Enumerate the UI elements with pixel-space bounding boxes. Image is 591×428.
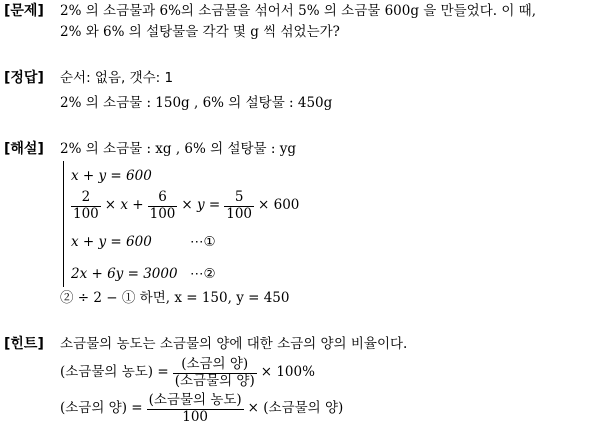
- system-2-mark-2: ⋯②: [190, 266, 216, 282]
- solution-line-1: 2% 의 소금물 : xg , 6% 의 설탕물 : yg: [60, 141, 296, 157]
- system-1-eq-1: x + y = 600: [71, 168, 152, 184]
- answer-line-2: 2% 의 소금물 : 150g , 6% 의 설탕물 : 450g: [60, 95, 333, 111]
- solution-tag: [해설]: [4, 141, 44, 157]
- hint-tag: [힌트]: [4, 336, 44, 352]
- system-2-eq-1: x + y = 600: [71, 234, 152, 250]
- system-2-eq-2: 2x + 6y = 3000: [71, 266, 178, 282]
- problem-line-2: 2% 와 6% 의 설탕물을 각각 몇 g 씩 섞었는가?: [60, 24, 340, 40]
- fraction-5-100: $\frac{5}{100}$: [226, 189, 253, 222]
- hint-formula-2-fraction: $\frac{\text{(소금물의 농도)}}{100}$: [148, 392, 242, 425]
- hint-formula-1-fraction: $\frac{\text{(소금의 양)}}{\text{(소금물의 양)}}$: [174, 356, 255, 389]
- system-2-mark-1: ⋯①: [190, 234, 216, 250]
- hint-line-1: 소금물의 농도는 소금물의 양에 대한 소금의 양의 비율이다.: [60, 336, 408, 352]
- solution-result: ② ÷ 2 − ① 하면, x = 150, y = 450: [60, 290, 290, 306]
- fraction-2-100: $\frac{2}{100}$: [73, 189, 99, 222]
- answer-line-1: 순서: 없음, 갯수: 1: [60, 70, 174, 86]
- system-2-brace: [63, 227, 64, 287]
- hint-formula-1: (소금물의 농도) = $\frac{\text{(소금의 양)}}{\text{(소금물의 양)}}$ × 100%: [60, 356, 315, 389]
- hint-formula-2: (소금의 양) = $\frac{\text{(소금물의 농도)}}{100}$ × (소금물의 양): [60, 392, 344, 425]
- fraction-6-100: $\frac{6}{100}$: [149, 189, 176, 222]
- answer-tag: [정답]: [4, 70, 44, 86]
- system-1-brace: [63, 161, 64, 227]
- problem-tag: [문제]: [4, 3, 44, 19]
- problem-line-1: 2% 의 소금물과 6%의 소금물을 섞어서 5% 의 소금물 600g 을 만들었다. 이 때,: [60, 3, 537, 19]
- system-1-eq-2: $\frac{2}{100}$ × x + $\frac{6}{100}$ × y = $\frac{5}{100}$ × 600: [73, 189, 300, 222]
